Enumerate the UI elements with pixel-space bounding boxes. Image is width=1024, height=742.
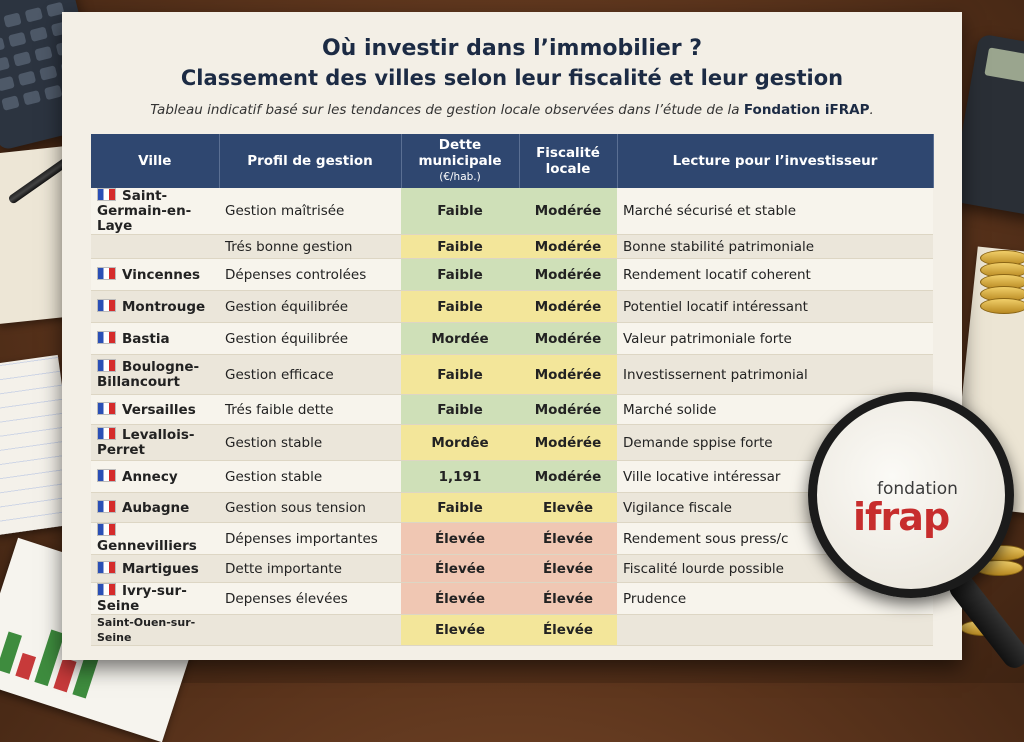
city-name: Saint-Ouen-sur-Seine [97, 616, 196, 644]
table-row [91, 323, 933, 355]
city-name: Annecy [122, 468, 178, 485]
table-row [91, 493, 933, 523]
lecture-cell: Demande sppise forte [617, 425, 933, 461]
lecture-cell [617, 615, 933, 646]
column-header-fiscalite: Fiscalité locale [519, 134, 617, 188]
french-flag-icon [97, 469, 116, 482]
fiscalite-cell: Élevée [519, 583, 617, 615]
ifrap-logo: ifrap [853, 495, 950, 539]
fiscalite-cell: Modérée [519, 235, 617, 259]
dette-cell: Mordée [401, 323, 519, 355]
fiscalite-cell: Élevée [519, 615, 617, 646]
profil-cell: Gestion stable [219, 425, 401, 461]
french-flag-icon [97, 359, 116, 372]
city-name: Bastia [122, 330, 170, 347]
dette-cell: Faible [401, 259, 519, 291]
city-name: Martigues [122, 560, 199, 577]
fiscalite-cell: Modérée [519, 323, 617, 355]
french-flag-icon [97, 500, 116, 513]
lecture-cell: Investissernent patrimonial [617, 355, 933, 395]
french-flag-icon [97, 523, 116, 536]
source-name: Fondation iFRAP [743, 102, 870, 118]
french-flag-icon [97, 267, 116, 280]
ranking-table [91, 134, 934, 646]
lecture-cell: Rendement locatif coherent [617, 259, 933, 291]
city-cell [91, 188, 219, 235]
profil-cell: Gestion équilibrée [219, 291, 401, 323]
lecture-cell: Ville locative intéressar [617, 461, 933, 493]
lecture-cell: Fiscalité lourde possible [617, 555, 933, 583]
lecture-cell: Vigilance fiscale [617, 493, 933, 523]
table-row [91, 461, 933, 493]
fiscalite-cell: Modérée [519, 259, 617, 291]
table-row [91, 425, 933, 461]
city-cell [91, 259, 219, 291]
city-name: Versailles [122, 401, 196, 418]
column-header-dette [401, 134, 519, 188]
fiscalite-cell: Elevêe [519, 493, 617, 523]
column-header-lecture: Lecture pour l’investisseur [617, 134, 933, 188]
ifrap-logo-top: fondation [877, 479, 958, 499]
dette-cell: Faible [401, 235, 519, 259]
table-row [91, 291, 933, 323]
city-name: Levallois-Perret [97, 427, 195, 458]
column-header-profil: Profil de gestion [219, 134, 401, 188]
dette-cell: Élevée [401, 523, 519, 555]
lecture-cell: Bonne stabilité patrimoniale [617, 235, 933, 259]
french-flag-icon [97, 583, 116, 596]
city-name: Vincennes [122, 266, 201, 283]
fiscalite-cell: Modérée [519, 425, 617, 461]
profil-cell: Depenses élevées [219, 583, 401, 615]
lecture-cell: Valeur patrimoniale forte [617, 323, 933, 355]
profil-cell: Trés bonne gestion [219, 235, 401, 259]
city-cell [91, 425, 219, 461]
city-cell [91, 493, 219, 523]
fiscalite-cell: Modérée [519, 188, 617, 235]
lecture-cell: Prudence [617, 583, 933, 615]
city-cell [91, 291, 219, 323]
table-row [91, 555, 933, 583]
table-row [91, 615, 933, 646]
fiscalite-cell: Élevée [519, 523, 617, 555]
source-note-end: . [869, 102, 874, 118]
table-row [91, 523, 933, 555]
dette-cell: 1,191 [401, 461, 519, 493]
profil-cell: Gestion maîtrisée [219, 188, 401, 235]
city-cell [91, 395, 219, 425]
profil-cell: Gestion efficace [219, 355, 401, 395]
french-flag-icon [97, 331, 116, 344]
fiscalite-cell: Modérée [519, 461, 617, 493]
city-cell [91, 235, 219, 259]
dette-cell: Faible [401, 355, 519, 395]
french-flag-icon [97, 402, 116, 415]
french-flag-icon [97, 299, 116, 312]
profil-cell: Gestion sous tension [219, 493, 401, 523]
profil-cell: Gestion équilibrée [219, 323, 401, 355]
french-flag-icon [97, 561, 116, 574]
table-header-row [91, 134, 933, 188]
dette-cell: Faible [401, 493, 519, 523]
table-row [91, 395, 933, 425]
profil-cell: Dépenses importantes [219, 523, 401, 555]
city-cell [91, 583, 219, 615]
lecture-cell: Potentiel locatif intéressant [617, 291, 933, 323]
city-name: Gennevilliers [97, 538, 197, 554]
column-header-ville: Ville [91, 134, 219, 188]
french-flag-icon [97, 427, 116, 440]
fiscalite-cell: Modérée [519, 395, 617, 425]
fiscalite-cell: Modérée [519, 355, 617, 395]
lecture-cell: Marché solide [617, 395, 933, 425]
table-row [91, 235, 933, 259]
dette-cell: Elevée [401, 615, 519, 646]
city-name: Saint-Germain-en-Laye [97, 188, 192, 234]
city-cell [91, 523, 219, 555]
profil-cell: Dépenses controlées [219, 259, 401, 291]
column-header-dette-label: Dette municipale [418, 137, 502, 169]
french-flag-icon [97, 188, 116, 201]
table-row [91, 583, 933, 615]
city-name: Boulogne-Billancourt [97, 359, 200, 390]
magnifying-glass [808, 392, 1014, 598]
column-header-dette-unit: (€/hab.) [439, 171, 481, 183]
city-cell [91, 323, 219, 355]
dette-cell: Élevée [401, 583, 519, 615]
table-row [91, 355, 933, 395]
dette-cell: Mordêe [401, 425, 519, 461]
city-cell [91, 615, 219, 646]
city-cell [91, 555, 219, 583]
city-name: Ivry-sur-Seine [97, 583, 187, 614]
city-name: Aubagne [122, 499, 190, 516]
lecture-cell: Rendement sous press/c [617, 523, 933, 555]
profil-cell: Dette importante [219, 555, 401, 583]
fiscalite-cell: Élevée [519, 555, 617, 583]
city-name: Montrouge [122, 298, 206, 315]
dette-cell: Faible [401, 291, 519, 323]
source-note [62, 102, 962, 118]
dette-cell: Faible [401, 188, 519, 235]
page-title: Où investir dans l’immobilier ? [321, 36, 703, 61]
table-row [91, 188, 933, 235]
source-note-text: Tableau indicatif basé sur les tendances de gestion locale observées dans l’étude de la [150, 102, 740, 118]
dette-cell: Faible [401, 395, 519, 425]
ranking-document [62, 12, 962, 660]
profil-cell: Trés faible dette [219, 395, 401, 425]
dette-cell: Élevée [401, 555, 519, 583]
city-cell [91, 355, 219, 395]
fiscalite-cell: Modérée [519, 291, 617, 323]
profil-cell: Gestion stable [219, 461, 401, 493]
table-row [91, 259, 933, 291]
city-cell [91, 461, 219, 493]
lecture-cell: Marché sécurisé et stable [617, 188, 933, 235]
profil-cell [219, 615, 401, 646]
page-subtitle: Classement des villes selon leur fiscalité et leur gestion [180, 66, 844, 90]
